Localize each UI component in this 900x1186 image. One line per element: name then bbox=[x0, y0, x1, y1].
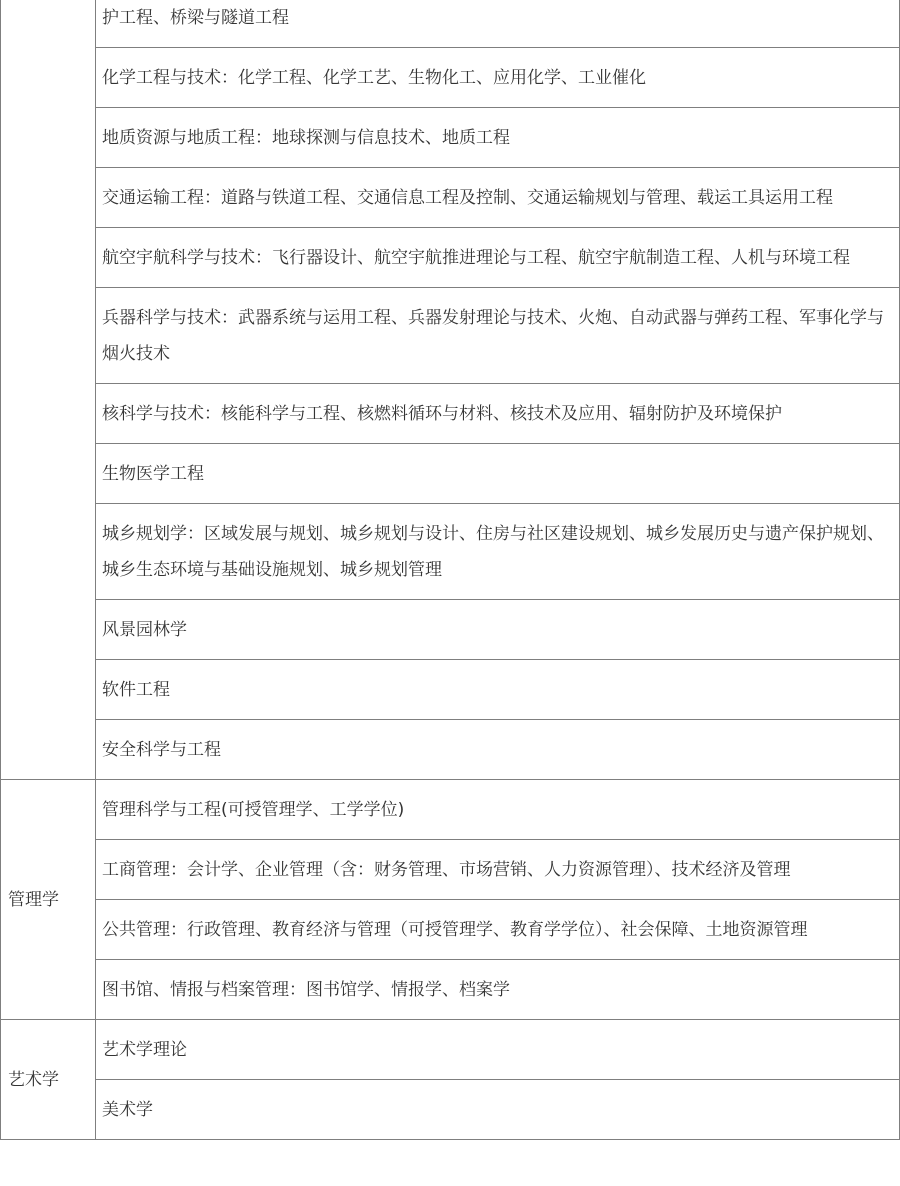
table-row bbox=[1, 840, 900, 900]
subject-item: 管理科学与工程(可授管理学、工学学位) bbox=[96, 780, 900, 840]
table-row bbox=[1, 900, 900, 960]
subject-item: 交通运输工程：道路与铁道工程、交通信息工程及控制、交通运输规划与管理、载运工具运用工程 bbox=[96, 168, 900, 228]
table-row bbox=[1, 228, 900, 288]
subject-item: 地质资源与地质工程：地球探测与信息技术、地质工程 bbox=[96, 108, 900, 168]
table-row bbox=[1, 660, 900, 720]
table-row bbox=[1, 1020, 900, 1080]
table-row bbox=[1, 288, 900, 384]
subject-item: 化学工程与技术：化学工程、化学工艺、生物化工、应用化学、工业催化 bbox=[96, 48, 900, 108]
subject-item: 艺术学理论 bbox=[96, 1020, 900, 1080]
table-row bbox=[1, 780, 900, 840]
subject-item: 美术学 bbox=[96, 1080, 900, 1140]
subject-item: 工商管理：会计学、企业管理（含：财务管理、市场营销、人力资源管理）、技术经济及管理 bbox=[96, 840, 900, 900]
subject-item: 护工程、桥梁与隧道工程 bbox=[96, 0, 900, 48]
table-row bbox=[1, 108, 900, 168]
category-cell-management: 管理学 bbox=[1, 780, 96, 1020]
category-cell-art: 艺术学 bbox=[1, 1020, 96, 1140]
table-row bbox=[1, 48, 900, 108]
table-row bbox=[1, 168, 900, 228]
subject-item: 软件工程 bbox=[96, 660, 900, 720]
table-row bbox=[1, 720, 900, 780]
subject-item: 城乡规划学：区域发展与规划、城乡规划与设计、住房与社区建设规划、城乡发展历史与遗产保护规划、城乡生态环境与基础设施规划、城乡规划管理 bbox=[96, 504, 900, 600]
subject-item: 兵器科学与技术：武器系统与运用工程、兵器发射理论与技术、火炮、自动武器与弹药工程、军事化学与烟火技术 bbox=[96, 288, 900, 384]
subject-item: 核科学与技术：核能科学与工程、核燃料循环与材料、核技术及应用、辐射防护及环境保护 bbox=[96, 384, 900, 444]
category-cell bbox=[1, 0, 96, 780]
table-row bbox=[1, 0, 900, 48]
subject-item: 公共管理：行政管理、教育经济与管理（可授管理学、教育学学位）、社会保障、土地资源管理 bbox=[96, 900, 900, 960]
subject-item: 图书馆、情报与档案管理：图书馆学、情报学、档案学 bbox=[96, 960, 900, 1020]
subject-item: 风景园林学 bbox=[96, 600, 900, 660]
subject-item: 生物医学工程 bbox=[96, 444, 900, 504]
table-row bbox=[1, 960, 900, 1020]
subject-item: 航空宇航科学与技术：飞行器设计、航空宇航推进理论与工程、航空宇航制造工程、人机与环境工程 bbox=[96, 228, 900, 288]
subjects-table-body bbox=[1, 0, 900, 1140]
table-row bbox=[1, 600, 900, 660]
table-row bbox=[1, 444, 900, 504]
table-row bbox=[1, 1080, 900, 1140]
table-row bbox=[1, 384, 900, 444]
subject-item: 安全科学与工程 bbox=[96, 720, 900, 780]
table-row bbox=[1, 504, 900, 600]
